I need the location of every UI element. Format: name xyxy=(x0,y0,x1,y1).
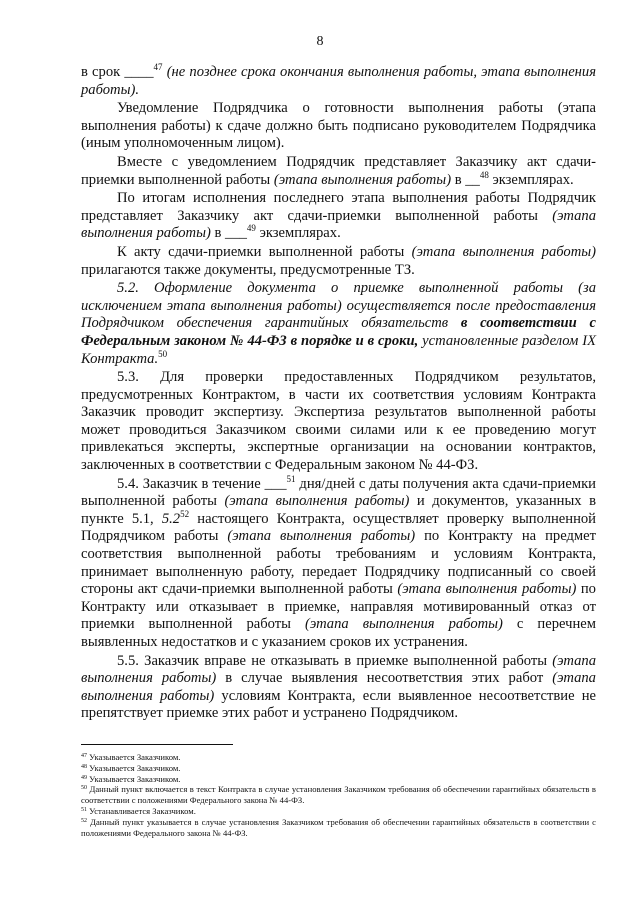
text-italic: (этапа выполнения работы) xyxy=(224,493,410,510)
footnote-number: 50 xyxy=(81,785,87,792)
text-bold-italic: в соответствии с Федеральным законом № 44-ФЗ в порядке и в сроки, xyxy=(81,315,596,349)
text-italic: 5.2 xyxy=(161,510,181,527)
text: по Контракту или отказывает в приемке, направляя мотивированный отказ от приемки выполненной работы xyxy=(81,581,596,633)
footnote-ref-48[interactable]: 48 xyxy=(479,169,489,180)
text: экземплярах. xyxy=(488,171,574,188)
paragraph-final-stage xyxy=(81,190,596,243)
footnote-number: 49 xyxy=(81,774,87,781)
text: в случае выявления несоответствия этих работ xyxy=(216,670,553,687)
text: К акту сдачи-приемки выполненной работы xyxy=(117,243,412,260)
document-body xyxy=(81,64,596,723)
text-italic: (этапа выполнения работы) xyxy=(81,670,596,704)
text: дня/дней с даты получения акта сдачи-приемки выполненной работы xyxy=(81,475,596,510)
paragraph-deadline xyxy=(81,64,596,99)
text: в ___ xyxy=(210,225,247,242)
text: 5.5. Заказчик вправе не отказывать в приемке выполненной работы xyxy=(117,652,553,669)
footnote-number: 51 xyxy=(81,806,87,813)
text: Вместе с уведомлением Подрядчик представляет Заказчику акт сдачи-приемки выполненной работы xyxy=(81,153,596,188)
footnote-item xyxy=(81,774,596,785)
footnote-item xyxy=(81,784,596,806)
text: условиям Контракта, если выявленное несоответствие не препятствует приемке этих работ и устранено Подрядчиком. xyxy=(81,687,596,722)
text: 5.4. Заказчик в течение ___ xyxy=(117,475,287,492)
text: в срок ____ xyxy=(81,64,154,80)
text-italic: (этапа выполнения работы) xyxy=(304,616,503,633)
footnote-number: 48 xyxy=(81,763,87,770)
paragraph-5-4 xyxy=(81,473,596,652)
text-italic: (этапа выполнения работы) xyxy=(81,652,596,687)
text: настоящего Контракта, осуществляет проверку выполненной Подрядчиком работы xyxy=(81,510,596,545)
footnote-ref-49[interactable]: 49 xyxy=(246,223,256,234)
page-number: 8 xyxy=(316,34,324,49)
text-italic: (этапа выполнения работы) xyxy=(273,171,452,188)
paragraph-attachments xyxy=(81,244,596,279)
footnote-item xyxy=(81,806,596,817)
text-italic: (этапа выполнения работы) xyxy=(411,243,597,260)
footnote-ref-47[interactable]: 47 xyxy=(153,62,163,72)
text-italic: установленные разделом IX Контракта. xyxy=(81,332,596,367)
footnote-item xyxy=(81,752,596,763)
text-italic: (этапа выполнения работы) xyxy=(81,207,596,242)
text: прилагаются также документы, предусмотренные ТЗ. xyxy=(81,261,415,278)
text: По итогам исполнения последнего этапа выполнения работы Подрядчик представляет Заказчику акт сдачи-приемки выполненной работы xyxy=(81,190,596,224)
footnote-item xyxy=(81,817,596,839)
footnote-ref-50[interactable]: 50 xyxy=(158,348,168,359)
text-italic: 5.2. Оформление документа о приемке выполненной работы (за исключением этапа выполнения работы) осуществляется после предоставления Подрядчиком обеспечения гарантийных обязательств xyxy=(81,280,596,332)
text: по Контракту на предмет соответствия выполненной работы требованиям и условиям Контракта, принимает выполненную работу, передает Подрядчику подписанный со своей стороны акт сдачи-приемки выполненной работы xyxy=(81,528,596,598)
footnote-number: 47 xyxy=(81,753,87,759)
paragraph-5-5 xyxy=(81,653,596,723)
footnote-text: Указывается Заказчиком. xyxy=(87,752,181,762)
footnote-text: Данный пункт включается в текст Контракта в случае установления Заказчиком требования об обеспечении гарантийных обязательств в соответствии с положениями Федерального закона № 44-ФЗ. xyxy=(81,784,596,806)
text-italic: (этапа выполнения работы) xyxy=(227,528,416,545)
footnote-number: 52 xyxy=(81,817,87,824)
text: с перечнем выявленных недостатков и с указанием сроков их устранения. xyxy=(81,616,596,650)
footnote-item xyxy=(81,763,596,774)
text: в __ xyxy=(451,171,480,188)
footnote-text: Указывается Заказчиком. xyxy=(87,773,181,784)
footnote-text: Указывается Заказчиком. xyxy=(87,762,181,773)
footnotes xyxy=(81,752,596,838)
text-italic: (этапа выполнения работы) xyxy=(397,581,577,598)
footnote-divider xyxy=(81,744,233,745)
paragraph-5-3: 5.3. Для проверки предоставленных Подрядчиком результатов, предусмотренных Контрактом, в части их соответствия условиям Контракта Заказчик проводит экспертизу. Экспертиза результатов выполненной работы может проводиться Заказчиком своими силами или к ее проведению могут привлекаться эксперты, экспертные организации на основании контрактов, заключенных в соответствии с Федеральным законом № 44-ФЗ. xyxy=(81,369,596,474)
footnote-ref-52[interactable]: 52 xyxy=(180,508,190,519)
paragraph-5-2 xyxy=(81,280,596,368)
footnote-text: Данный пункт указывается в случае установления Заказчиком требования об обеспечении гарантийных обязательств в соответствии с положениями Федерального закона № 44-ФЗ. xyxy=(81,816,596,838)
text: экземплярах. xyxy=(255,225,341,242)
text: и документов, указанных в пункте 5.1, xyxy=(81,493,596,527)
footnote-ref-51[interactable]: 51 xyxy=(286,473,296,484)
paragraph-act-submission xyxy=(81,154,596,189)
footnote-text: Устанавливается Заказчиком. xyxy=(87,805,196,816)
paragraph-notification: Уведомление Подрядчика о готовности выполнения работы (этапа выполнения работы) к сдаче должно быть подписано руководителем Подрядчика (иным уполномоченным лицом). xyxy=(81,100,596,152)
text-italic: (не позднее срока окончания выполнения работы, этапа выполнения работы). xyxy=(81,64,596,98)
